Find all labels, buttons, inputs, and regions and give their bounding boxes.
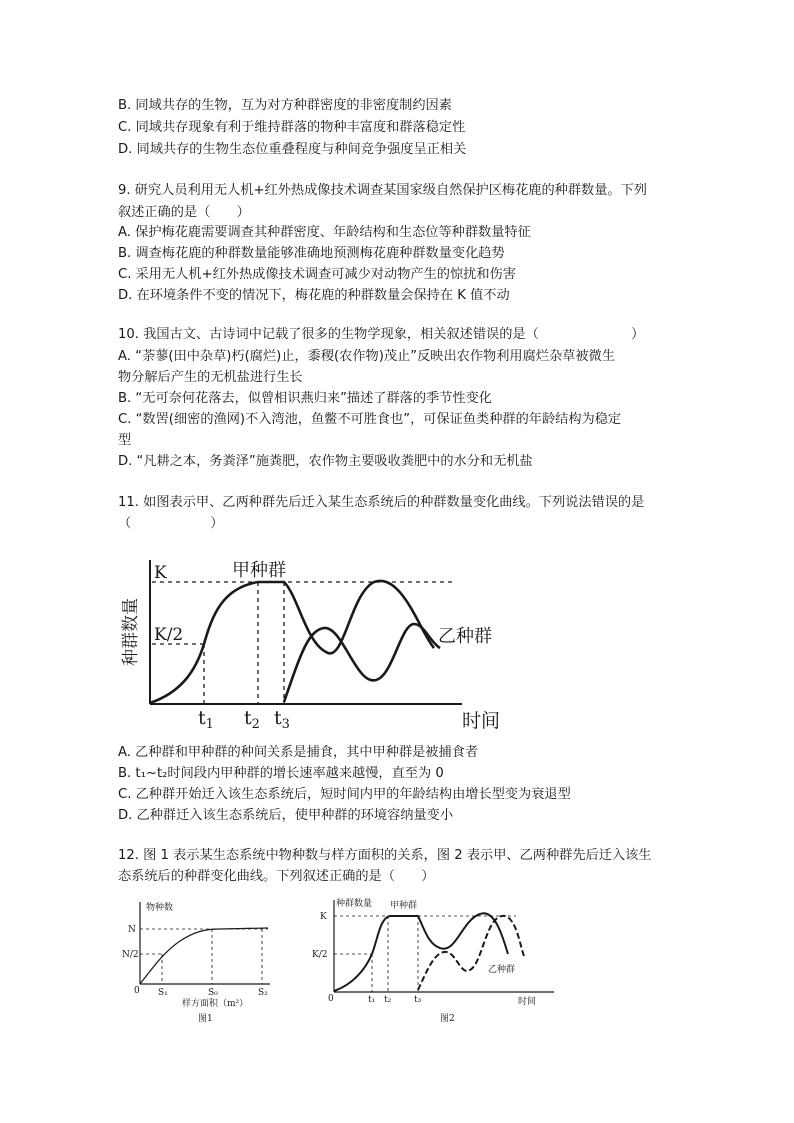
fig1-x-label: 样方面积（m²）	[182, 999, 249, 1009]
fig2-x-label: 时间	[518, 997, 537, 1007]
q11-x-label: 时间	[462, 710, 501, 732]
q11-option-a: A. 乙种群和甲种群的种间关系是捕食，其中甲种群是被捕食者	[118, 745, 479, 760]
fig2-t1-label: t₁	[368, 995, 376, 1005]
q9-option-a: A. 保护梅花鹿需要调查其种群密度、年龄结构和生态位等种群数量特征	[118, 225, 531, 240]
q11-t1-main: t	[198, 707, 206, 729]
q12-figure-1	[120, 896, 280, 1026]
q11-option-c: C. 乙种群开始迁入该生态系统后，短时间内甲的年龄结构由增长型变为衰退型	[118, 787, 571, 802]
q12-figure-2	[310, 894, 560, 1026]
q11-stem-line1: 11. 如图表示甲、乙两种群先后迁入某生态系统后的种群数量变化曲线。下列说法错误的是	[118, 495, 645, 510]
q10-option-b: B. “无可奈何花落去，似曾相识燕归来”描述了群落的季节性变化	[118, 391, 492, 406]
fig2-series-jia: 甲种群	[390, 901, 418, 911]
fig2-curve-jia	[334, 913, 508, 991]
q11-series-yi: 乙种群	[438, 626, 492, 647]
q11-curve-jia	[150, 581, 434, 703]
fig1-n-label: N	[128, 925, 136, 935]
fig1-s2-label: S₂	[258, 988, 268, 998]
q10-option-c-line1: C. “数罟(细密的渔网)不入湾池，鱼鳖不可胜食也”，可保证鱼类种群的年龄结构为稳定	[118, 412, 622, 427]
q11-k-label: K	[154, 563, 167, 583]
q8-option-d: D. 同域共存的生物生态位重叠程度与种间竞争强度呈正相关	[118, 142, 467, 157]
q11-series-jia: 甲种群	[232, 560, 286, 581]
fig1-y-label: 物种数	[146, 903, 174, 913]
q11-k2-label: K/2	[154, 625, 184, 645]
fig2-t3-label: t₃	[414, 995, 422, 1005]
q9-stem-line2: 叙述正确的是（ ）	[118, 205, 250, 220]
fig1-origin: 0	[134, 986, 140, 996]
q11-t2-sub: 2	[251, 717, 260, 732]
q10-option-a-line1: A. “荼蓼(田中杂草)朽(腐烂)止，黍稷(农作物)茂止”反映出农作物利用腐烂杂草被微生	[118, 349, 615, 364]
fig2-caption: 图2	[440, 1014, 455, 1024]
fig2-t2-label: t₂	[384, 995, 392, 1005]
q11-t1-label	[198, 707, 214, 732]
q11-curve-yi	[284, 624, 440, 702]
q10-option-a-line2: 物分解后产生的无机盐进行生长	[118, 370, 303, 385]
q11-t3-main: t	[274, 707, 282, 729]
fig2-k2-label: K/2	[312, 950, 328, 960]
q12-stem-line1: 12. 图 1 表示某生态系统中物种数与样方面积的关系，图 2 表示甲、乙两种群先后迁入该生	[118, 848, 652, 863]
q12-stem-line2: 态系统后的种群变化曲线。下列叙述正确的是（ ）	[118, 869, 435, 884]
fig2-origin: 0	[328, 994, 334, 1004]
q8-option-c: C. 同域共存现象有利于维持群落的物种丰富度和群落稳定性	[118, 120, 466, 135]
q11-t2-label	[244, 707, 260, 732]
q10-option-d: D. “凡耕之本，务粪泽”施粪肥，农作物主要吸收粪肥中的水分和无机盐	[118, 454, 533, 469]
fig1-caption: 图1	[198, 1014, 213, 1024]
q11-stem-line2: （ ）	[118, 516, 224, 531]
fig2-k-label: K	[320, 912, 327, 922]
q11-option-b: B. t₁~t₂时间段内甲种群的增长速率越来越慢，直至为 0	[118, 766, 444, 781]
q9-option-d: D. 在环境条件不变的情况下，梅花鹿的种群数量会保持在 K 值不动	[118, 288, 510, 303]
q10-stem: 10. 我国古文、古诗词中记载了很多的生物学现象，相关叙述错误的是（ ）	[118, 327, 645, 342]
fig2-y-label: 种群数量	[336, 899, 373, 909]
fig1-curve	[140, 928, 268, 984]
q11-t2-main: t	[244, 707, 252, 729]
q11-option-d: D. 乙种群迁入该生态系统后，使甲种群的环境容纳量变小	[118, 808, 454, 823]
q10-option-c-line2: 型	[118, 433, 132, 448]
q11-t3-sub: 3	[281, 717, 290, 732]
q9-option-c: C. 采用无人机+红外热成像技术调查可减少对动物产生的惊扰和伤害	[118, 267, 516, 282]
q11-population-figure	[112, 552, 512, 732]
fig1-s1-label: S₁	[158, 988, 168, 998]
q9-stem-line1: 9. 研究人员利用无人机+红外热成像技术调查某国家级自然保护区梅花鹿的种群数量。下列	[118, 183, 647, 198]
q8-option-b: B. 同域共存的生物，互为对方种群密度的非密度制约因素	[118, 98, 452, 113]
q11-t1-sub: 1	[205, 717, 214, 732]
fig1-s0-label: S₀	[208, 988, 218, 998]
fig1-n2-label: N/2	[122, 950, 139, 960]
q11-y-label: 种群数量	[121, 598, 141, 666]
q9-option-b: B. 调查梅花鹿的种群数量能够准确地预测梅花鹿种群数量变化趋势	[118, 246, 505, 261]
fig2-series-yi: 乙种群	[488, 965, 516, 975]
q11-t3-label	[274, 707, 290, 732]
